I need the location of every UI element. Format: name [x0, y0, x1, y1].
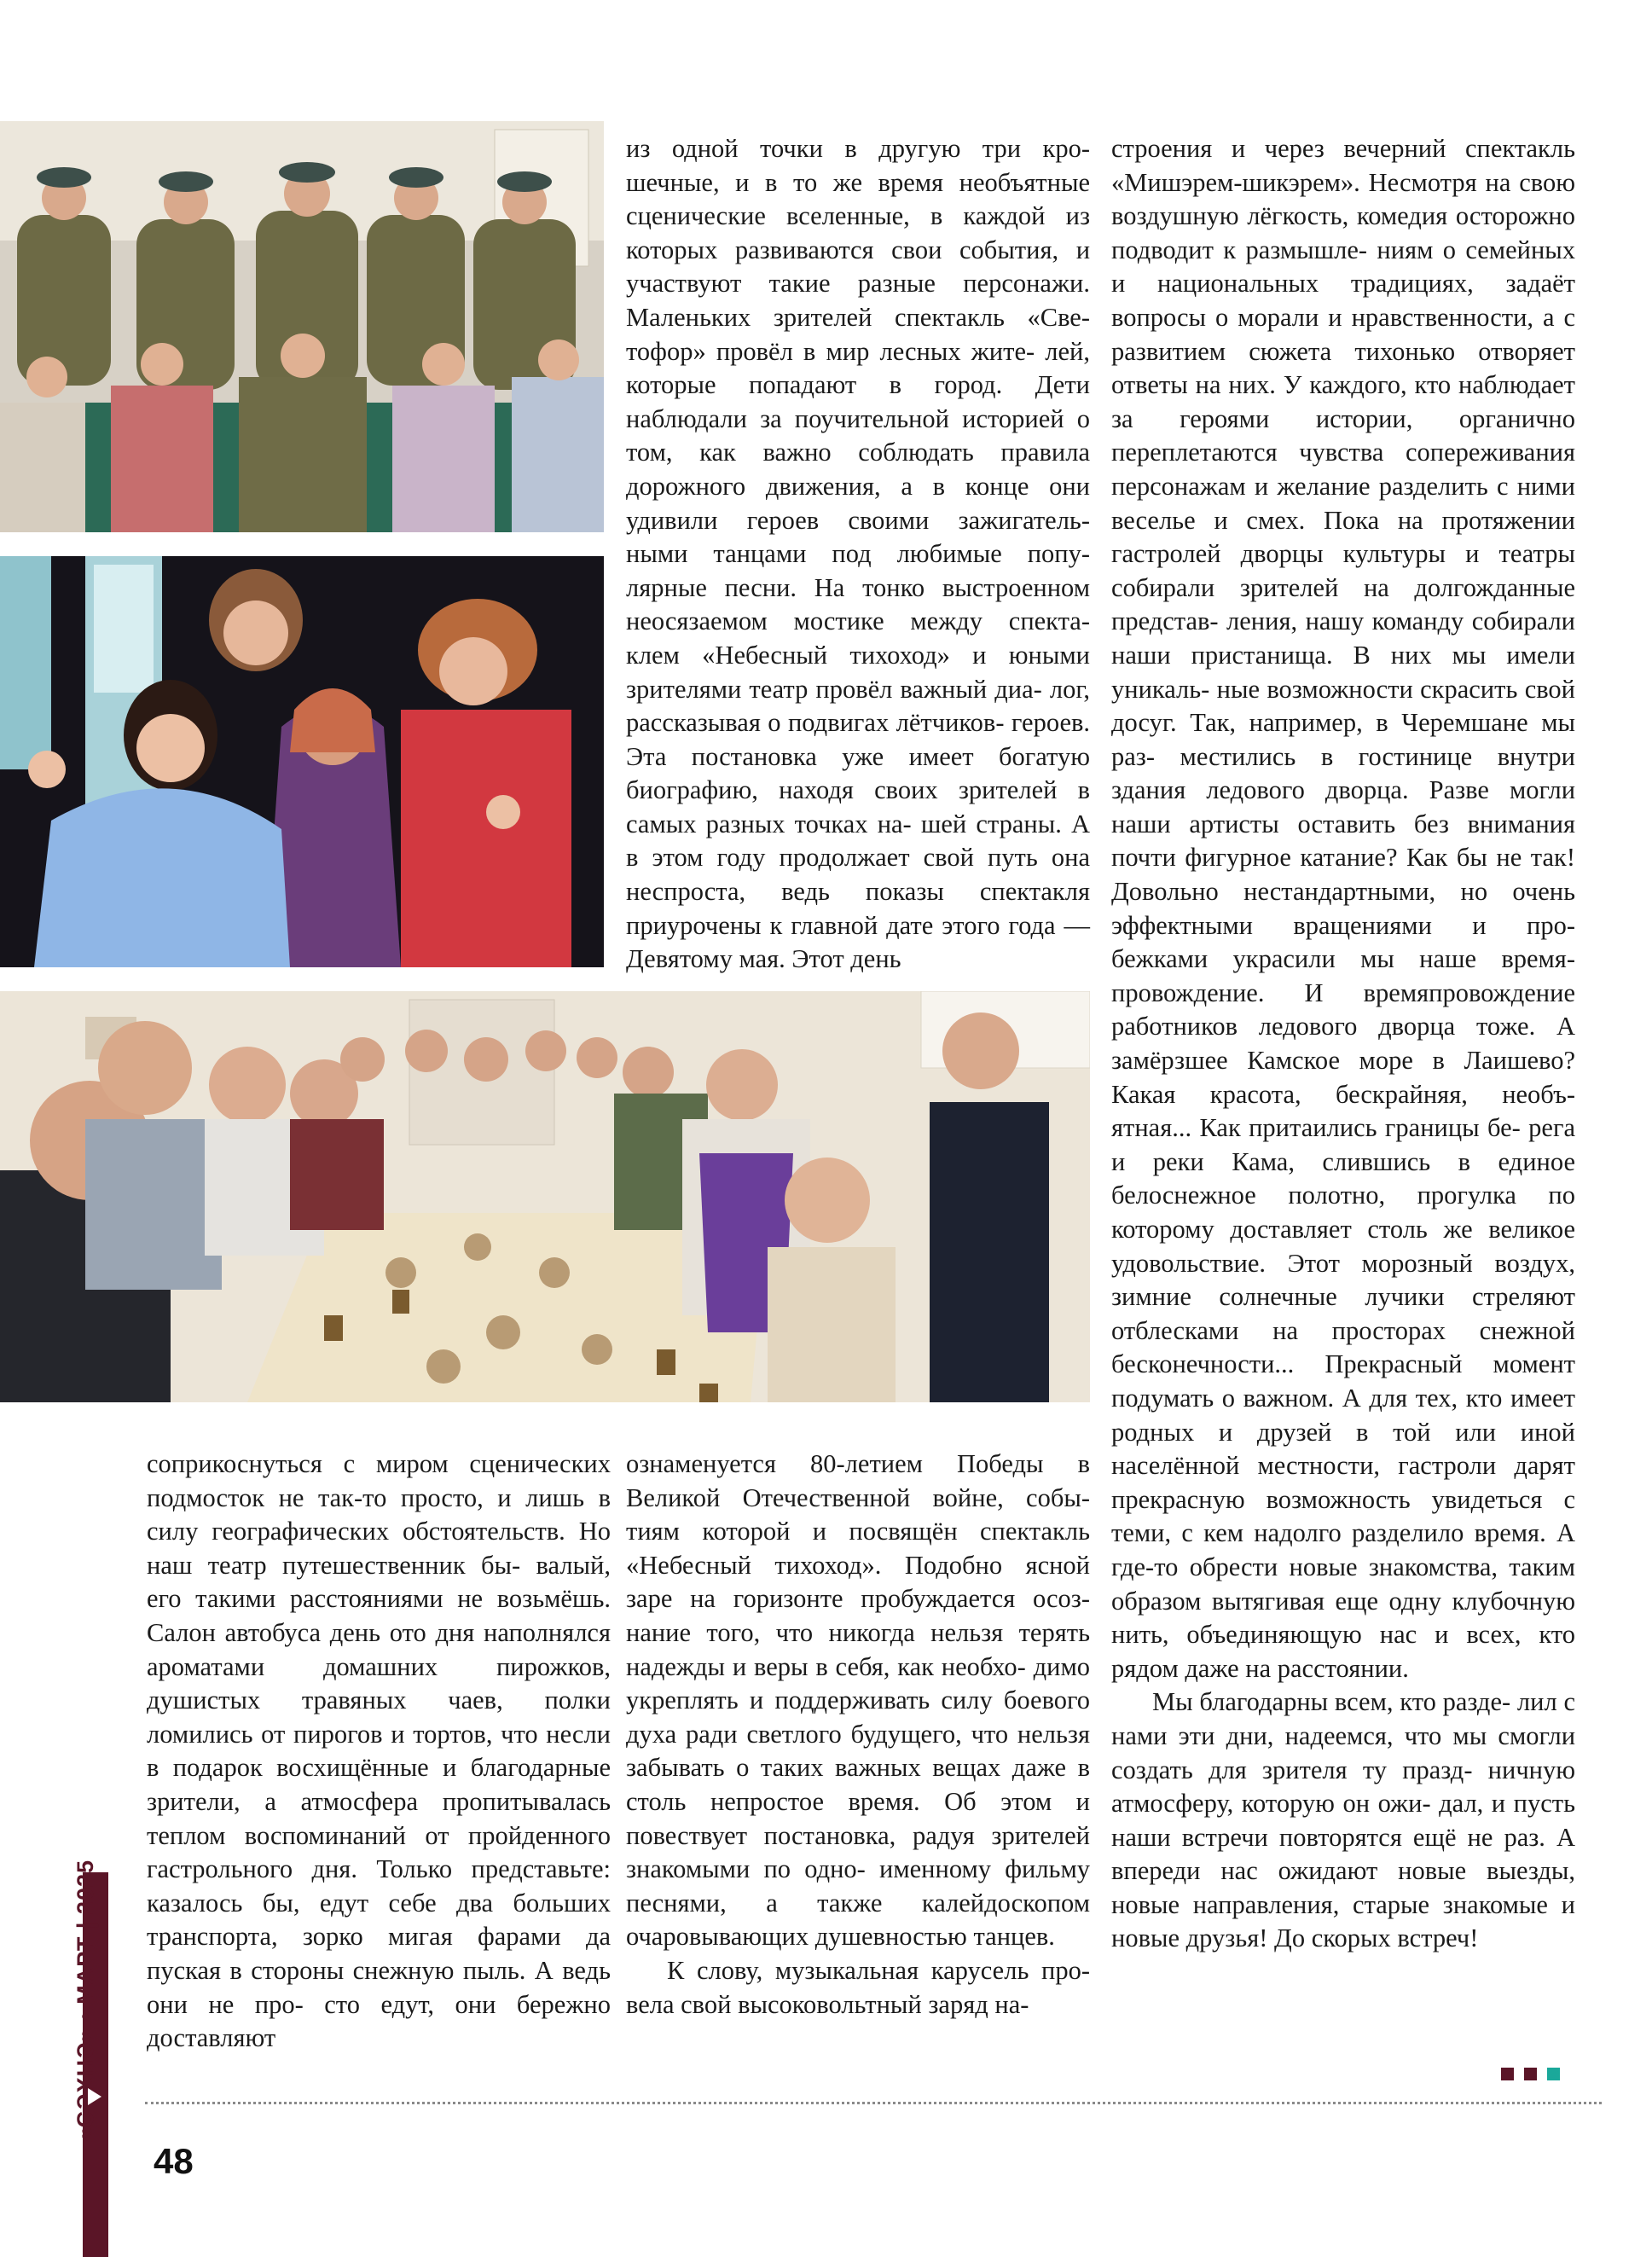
troupe-dinner-photo: [0, 991, 1090, 1402]
actors-on-stage-photo: [0, 556, 604, 967]
footer-dotted-rule: [145, 2102, 1602, 2104]
mid-column-top: [626, 132, 1090, 977]
left-column-bottom-text: соприкоснуться с миром сценических подмосток не так-то просто, и лишь в силу географических обстоятельств. Но наш театр путешественник бы- валый, его такими расстояниями не возьмёшь. Салон автобуса день ото дня наполнялся ароматами домашних пирожков, душистых травяных чаев, полки ломились от пирогов и тортов, что несли в подарок восхищённые и благодарные зрители, а атмосфера пропитывалась теплом воспоминаний от пройденного гастрольного дня. Только представьте: казалось бы, едут себе два больших транспорта, зорко мигая фарами да пуская в стороны снежную пыль. А ведь они не про- сто едут, они бережно доставляют: [147, 1449, 612, 2053]
right-column-paragraph-1: строения и через вечерний спектакль «Мишэрем-шикэрем». Несмотря на свою воздушную лёгкость, комедия осторожно подводит к размышле- ниям о семейных и национальных традициях, задаёт вопросы о морали и нравственности, а с развитием сюжета тихонько отворяет ответы на них. У каждого, кто наблюдает за героями истории, органично переплетаются чувства сопереживания персонажам и желание разделить с ними веселье и смех. Пока на протяжении гастролей дворцы культуры и театры собирали зрителей на долгожданные представ- ления, нашу команду собирали наши пристанища. В них мы имели уникаль- ные возможности скрасить свой досуг. Так, например, в Черемшане мы раз- местились в гостинице внутри здания ледового дворца. Разве могли наши артисты оставить без внимания почти фигурное катание? Как бы не так! Довольно нестандартными, но очень эффектными вращениями и про- бежками украсили мы наше время- провождение. И времяпровождение работников ледового дворца тоже. А замёрзшее Камское море в Лаишево? Какая красота, бескрайняя, необъ- ятная... Как притаились границы бе- рега и реки Кама, слившись в единое белоснежное полотно, прогулка по которому доставляет столь же великое удовольствие. Этот морозный воздух, зимние солнечные лучики стреляют отблесками на просторах снежной бесконечности... Прекрасный момент подумать о важном. А для тех, кто имеет родных и друзей в той или иной населённой местности, гастроли дарят прекрасную возможность увидеться с теми, с кем надолго разделило время. А где-то обрести новые знакомства, таким образом вытягивая еще одну клубочную нить, объединяющую нас и всех, кто рядом даже на расстоянии.: [1111, 134, 1576, 1683]
mid-column-top-text: из одной точки в другую три кро- шечные, и в то же время необъятные сценические вселенные, в каждой из которых развиваются свои события, и участвуют такие разные персонажи. Маленьких зрителей спектакль «Све- тофор» провёл в мир лесных жите- лей, которые попадают в город. Дети наблюдали за поучительной историей о том, как важно соблюдать правила дорожного движения, а в конце они удивили героев своими зажигатель- ными танцами под любимые попу- лярные песни. На тонко выстроенном неосязаемом мостике между спекта- клем «Небесный тихоход» и юными зрителями театр провёл важный диа- лог, рассказывая о подвигах лётчиков- героев. Эта постановка уже имеет богатую биографию, находя своих зрителей в самых разных точках на- шей страны. А в этом году продолжает свой путь она неспроста, ведь показы спектакля приурочены к главной дате этого года — Девятому мая. Этот день: [626, 134, 1091, 974]
end-mark-square: [1547, 2068, 1560, 2080]
cast-in-uniforms-photo: [0, 121, 604, 532]
mid-column-bottom-paragraph-1: ознаменуется 80-летием Победы в Великой Отечественной войне, собы- тиям которой и посвящён спектакль «Небесный тихоход». Подобно ясной заре на горизонте пробуждается осоз- нание того, что никогда нельзя терять надежды и веры в себя, как необхо- димо укреплять и поддерживать силу боевого духа ради светлого будущего, что нельзя забывать о таких важных вещах даже в столь непростое время. Об этом и повествует постановка, радуя зрителей знакомыми по одно- именному фильму песнями, а также калейдоскопом очаровывающих душевностью танцев.: [626, 1449, 1091, 1952]
end-mark-square: [1524, 2068, 1537, 2080]
page-number: 48: [154, 2141, 194, 2181]
separator-dot: •: [72, 2011, 98, 2021]
right-column: [1111, 132, 1575, 1956]
right-column-paragraph-2: Мы благодарны всем, кто разде- лил с нами эти дни, надеемся, что мы смогли создать для зрителя ту празд- ничную атмосферу, которую он ожи- дал, и пусть наши встречи повторятся ещё не раз. А впереди нас ожидают новые выезды, новые направления, старые знакомые и новые друзья! До скорых встреч!: [1111, 1687, 1576, 1953]
issue-date: МАРТ | 2025: [72, 1860, 98, 2005]
mid-column-bottom-paragraph-2: К слову, музыкальная карусель про- вела свой высоковольтный заряд на-: [626, 1955, 1090, 2019]
arrow-right-icon: [88, 2088, 101, 2105]
left-column-bottom: [147, 1448, 611, 2056]
mid-column-bottom: [626, 1448, 1090, 2022]
end-of-article-marks: [1501, 2068, 1570, 2085]
end-mark-square: [1501, 2068, 1514, 2080]
magazine-name: «СӘХНӘ»: [72, 2028, 98, 2142]
